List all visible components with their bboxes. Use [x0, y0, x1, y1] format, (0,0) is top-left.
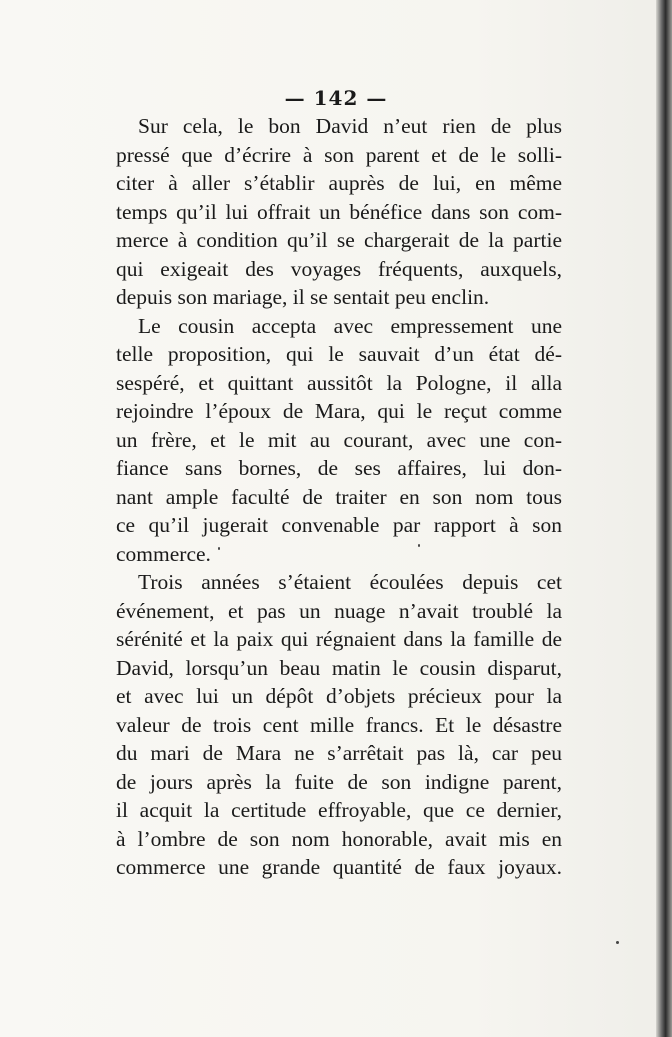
- text-line: sespéré, et quittant aussitôt la Pologne, il alla: [116, 370, 562, 395]
- text-line: événement, et pas un nuage n’avait troublé la: [116, 598, 562, 623]
- ink-speck: [418, 544, 420, 547]
- text-line: Sur cela, le bon David n’eut rien de plus: [138, 114, 562, 138]
- text-line: Le cousin accepta avec empressement une: [138, 313, 562, 338]
- text-line: merce à condition qu’il se chargerait de la partie: [116, 228, 562, 252]
- text-line: ce qu’il jugerait convenable par rapport à son: [116, 513, 562, 537]
- text-line: du mari de Mara ne s’arrêtait pas là, car peu: [116, 741, 562, 765]
- paragraph-3: [116, 568, 562, 882]
- text-line: commerce une grande quantité de faux joyaux.: [116, 855, 562, 879]
- text-line: valeur de trois cent mille francs. Et le désastre: [116, 712, 562, 737]
- text-line: telle proposition, qui le sauvait d’un état dé-: [116, 342, 562, 366]
- text-line: de jours après la fuite de son indigne parent,: [116, 769, 562, 794]
- text-line: fiance sans bornes, de ses affaires, lui don-: [116, 456, 562, 480]
- text-line: il acquit la certitude effroyable, que ce dernier,: [116, 798, 562, 822]
- text-line: pressé que d’écrire à son parent et de le solli-: [116, 142, 562, 167]
- page-edge-shadow: [656, 0, 672, 1037]
- text-line: à l’ombre de son nom honorable, avait mis en: [116, 826, 562, 851]
- body-text: [116, 112, 562, 882]
- page-number: — 142 —: [284, 86, 388, 110]
- ink-speck: [616, 941, 619, 944]
- text-line: rejoindre l’époux de Mara, qui le reçut comme: [116, 399, 562, 423]
- text-line: qui exigeait des voyages fréquents, auxquels,: [116, 256, 562, 281]
- text-line: Trois années s’étaient écoulées depuis cet: [138, 570, 562, 594]
- paragraph-1: [116, 112, 562, 312]
- text-line: nant ample faculté de traiter en son nom tous: [116, 484, 562, 509]
- ink-speck: [218, 547, 220, 550]
- text-line: citer à aller s’établir auprès de lui, en même: [116, 171, 562, 195]
- text-line: sérénité et la paix qui régnaient dans la famille de: [116, 627, 562, 651]
- text-line: un frère, et le mit au courant, avec une con-: [116, 427, 562, 452]
- text-line: commerce.: [116, 541, 211, 566]
- paragraph-2: [116, 312, 562, 569]
- text-line: temps qu’il lui offrait un bénéfice dans son com-: [116, 199, 562, 224]
- text-line: David, lorsqu’un beau matin le cousin disparut,: [116, 655, 562, 680]
- text-line: et avec lui un dépôt d’objets précieux pour la: [116, 684, 562, 708]
- text-line: depuis son mariage, il se sentait peu enclin.: [116, 285, 490, 309]
